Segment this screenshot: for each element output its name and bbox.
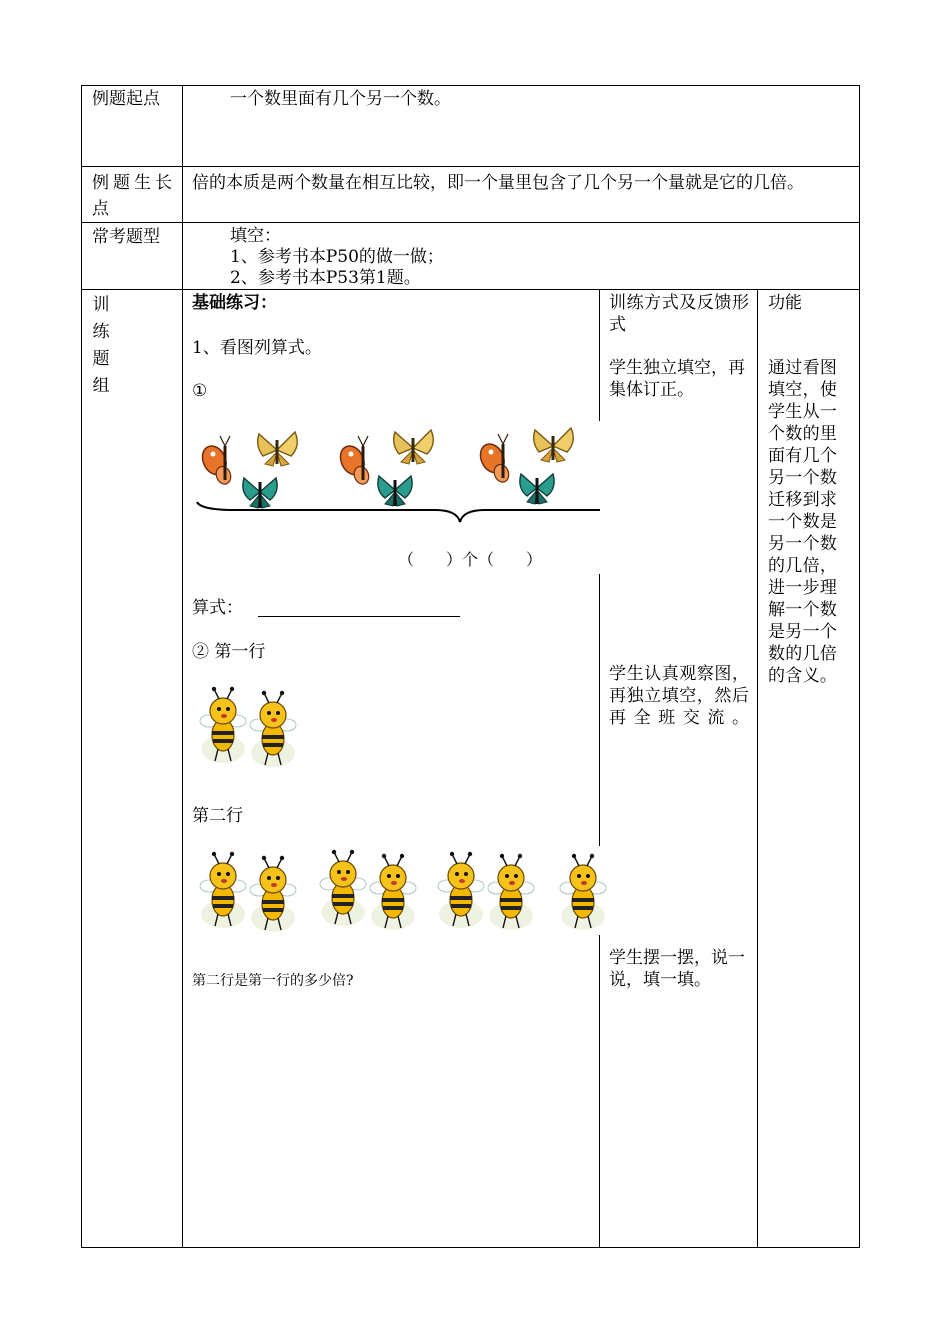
method-1: 学生独立填空，再集体订正。 bbox=[609, 358, 745, 400]
column-divider-method-c bbox=[599, 935, 600, 1248]
row-label-example-start: 例题起点 bbox=[92, 89, 160, 109]
row-1-label: ② 第一行 bbox=[192, 642, 266, 662]
function-text: 通过看图填空，使学生从一个数的里面有几个另一个数迁移到求一个数是另一个数的几倍，进一步理解一个数是另一个数的几倍的含义。 bbox=[768, 358, 838, 686]
question-2: 第二行是第一行的多少倍? bbox=[192, 973, 354, 989]
bees-row-1 bbox=[193, 685, 313, 775]
function-header: 功能 bbox=[768, 293, 802, 313]
training-label-char-1: 训 bbox=[92, 295, 110, 315]
basic-practice-heading: 基础练习： bbox=[192, 293, 277, 313]
brace-caption: （ ）个（ ） bbox=[398, 550, 543, 569]
circle-number-1: ① bbox=[192, 381, 208, 401]
column-divider-function bbox=[757, 289, 758, 1248]
question-1: 1、看图列算式。 bbox=[192, 338, 322, 358]
common-types-line-1: 填空： bbox=[230, 226, 281, 246]
column-divider-method-a bbox=[599, 289, 600, 421]
row-label-growth-point: 例题生长点 bbox=[92, 173, 172, 219]
training-label-char-3: 题 bbox=[92, 349, 110, 369]
table-border-top bbox=[81, 85, 860, 86]
row-content-example-start: 一个数里面有几个另一个数。 bbox=[230, 89, 451, 109]
row-2-label: 第二行 bbox=[192, 806, 243, 826]
butterflies-illustration bbox=[195, 420, 595, 530]
row-divider-1 bbox=[81, 166, 860, 167]
column-divider-method-b bbox=[599, 574, 600, 846]
training-label-char-4: 组 bbox=[92, 376, 110, 396]
formula-label: 算式： bbox=[192, 598, 243, 618]
common-types-line-2: 1、参考书本P50的做一做； bbox=[230, 247, 444, 267]
common-types-line-3: 2、参考书本P53第1题。 bbox=[230, 268, 421, 288]
row-label-common-types: 常考题型 bbox=[92, 227, 160, 247]
method-header: 训练方式及反馈形式 bbox=[609, 293, 749, 335]
method-2: 学生认真观察图，再独立填空，然后再全班交流。 bbox=[609, 664, 749, 728]
table-border-right bbox=[859, 85, 860, 1248]
training-label-char-2: 练 bbox=[92, 322, 110, 342]
column-divider-label bbox=[182, 85, 183, 1248]
row-divider-2 bbox=[81, 222, 860, 223]
row-divider-3 bbox=[81, 289, 860, 290]
table-border-left bbox=[81, 85, 82, 1248]
bees-row-2 bbox=[193, 850, 598, 942]
table-border-bottom bbox=[81, 1247, 860, 1248]
row-content-growth-point: 倍的本质是两个数量在相互比较，即一个量里包含了几个另一个量就是它的几倍。 bbox=[192, 173, 804, 193]
method-3: 学生摆一摆，说一说，填一填。 bbox=[609, 948, 745, 990]
formula-blank[interactable] bbox=[258, 616, 460, 617]
